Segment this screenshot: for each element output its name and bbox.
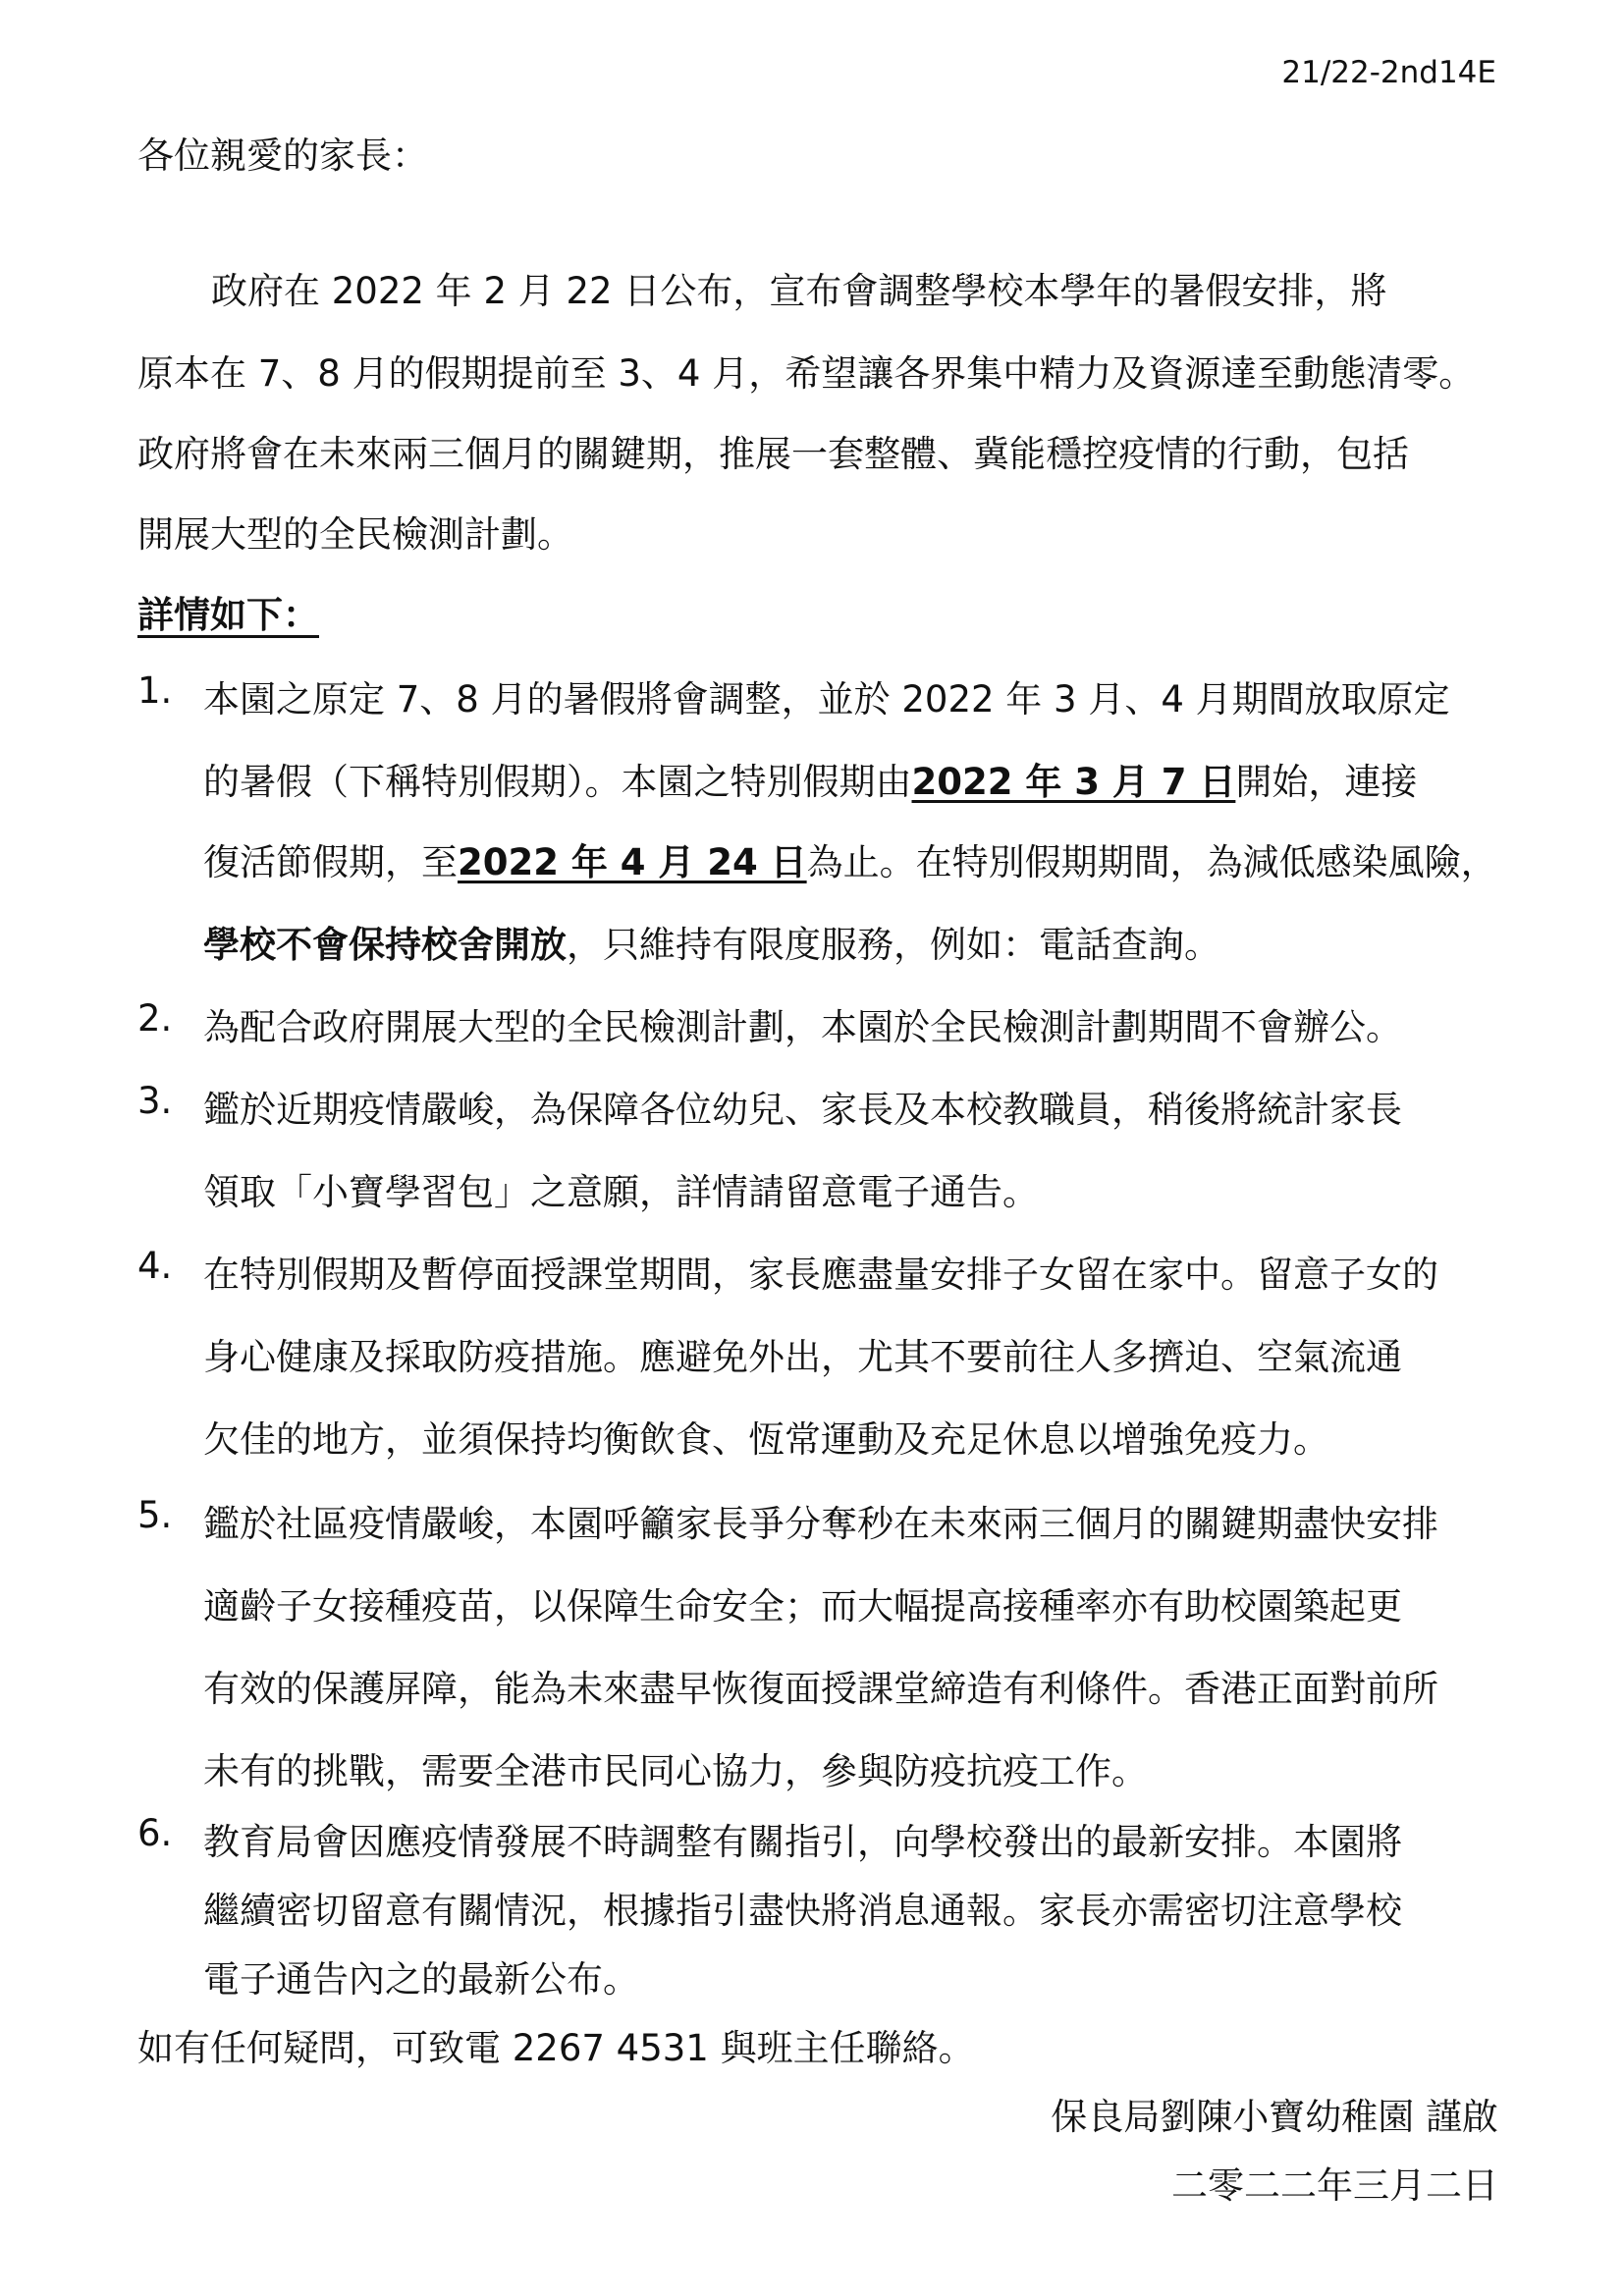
intro-line-2: 原本在 7、8 月的假期提前至 3、4 月，希望讓各界集中精力及資源達至動態清零。 — [137, 352, 1476, 395]
item-6-number: 6. — [137, 1812, 173, 1854]
item-6-line-1: 教育局會因應疫情發展不時調整有關指引，向學校發出的最新安排。本園將 — [203, 1821, 1402, 1863]
item-4-line-3: 欠佳的地方，並須保持均衡飲食、恆常運動及充足休息以增強免疫力。 — [203, 1418, 1329, 1461]
item-4-number: 4. — [137, 1245, 173, 1287]
item-4-line-2: 身心健康及採取防疫措施。應避免外出，尤其不要前往人多擠迫、空氣流通 — [203, 1336, 1402, 1378]
details-heading: 詳情如下： — [137, 594, 319, 636]
contact-line: 如有任何疑問，可致電 2267 4531 與班主任聯絡。 — [137, 2027, 975, 2069]
item-1-line-3-text: 復活節假期，至 — [203, 841, 458, 883]
signature-date: 二零二二年三月二日 — [1171, 2164, 1498, 2207]
intro-line-1: 政府在 2022 年 2 月 22 日公布，宣布會調整學校本學年的暑假安排，將 — [211, 270, 1387, 312]
item-2-number: 2. — [137, 997, 173, 1040]
item-5-number: 5. — [137, 1494, 173, 1536]
item-2-line-1: 為配合政府開展大型的全民檢測計劃，本園於全民檢測計劃期間不會辦公。 — [203, 1006, 1402, 1048]
salutation: 各位親愛的家長： — [137, 134, 428, 177]
item-6-line-3: 電子通告內之的最新公布。 — [203, 1958, 639, 2001]
item-6-line-2: 繼續密切留意有關情況，根據指引盡快將消息通報。家長亦需密切注意學校 — [203, 1890, 1402, 1932]
item-4-line-1: 在特別假期及暫停面授課堂期間，家長應盡量安排子女留在家中。留意子女的 — [203, 1254, 1438, 1296]
item-1-line-1: 本園之原定 7、8 月的暑假將會調整，並於 2022 年 3 月、4 月期間放取原定 — [203, 678, 1450, 721]
item-5-line-3: 有效的保護屏障，能為未來盡早恢復面授課堂締造有利條件。香港正面對前所 — [203, 1668, 1438, 1710]
item-1-line-2-tail: 開始，連接 — [1235, 761, 1418, 803]
item-1-line-2 — [203, 752, 1417, 805]
document-reference: 21/22-2nd14E — [1281, 55, 1496, 90]
item-1-line-4 — [203, 915, 1220, 968]
item-3-number: 3. — [137, 1080, 173, 1122]
signature-organization: 保良局劉陳小寶幼稚園 謹啟 — [1051, 2096, 1498, 2138]
item-5-line-2: 適齡子女接種疫苗，以保障生命安全；而大幅提高接種率亦有助校園築起更 — [203, 1585, 1402, 1628]
item-1-number: 1. — [137, 669, 173, 712]
item-1-line-3 — [203, 832, 1497, 885]
item-5-line-1: 鑑於社區疫情嚴峻，本園呼籲家長爭分奪秒在未來兩三個月的關鍵期盡快安排 — [203, 1503, 1438, 1545]
item-3-line-2: 領取「小寶學習包」之意願，詳情請留意電子通告。 — [203, 1171, 1039, 1213]
campus-closure-notice: 學校不會保持校舍開放 — [203, 924, 567, 966]
intro-line-4: 開展大型的全民檢測計劃。 — [137, 513, 573, 556]
item-1-line-2-text: 的暑假（下稱特別假期）。本園之特別假期由 — [203, 761, 912, 803]
holiday-start-date: 2022 年 3 月 7 日 — [911, 761, 1236, 803]
item-1-line-3-tail: 為止。在特別假期期間，為減低感染風險， — [806, 841, 1497, 883]
item-3-line-1: 鑑於近期疫情嚴峻，為保障各位幼兒、家長及本校教職員，稍後將統計家長 — [203, 1089, 1402, 1131]
holiday-end-date: 2022 年 4 月 24 日 — [458, 841, 807, 883]
item-5-line-4: 未有的挑戰，需要全港市民同心協力，參與防疫抗疫工作。 — [203, 1750, 1148, 1792]
intro-line-3: 政府將會在未來兩三個月的關鍵期，推展一套整體、冀能穩控疫情的行動，包括 — [137, 433, 1409, 475]
item-1-line-4-tail: ，只維持有限度服務，例如：電話查詢。 — [567, 924, 1220, 966]
